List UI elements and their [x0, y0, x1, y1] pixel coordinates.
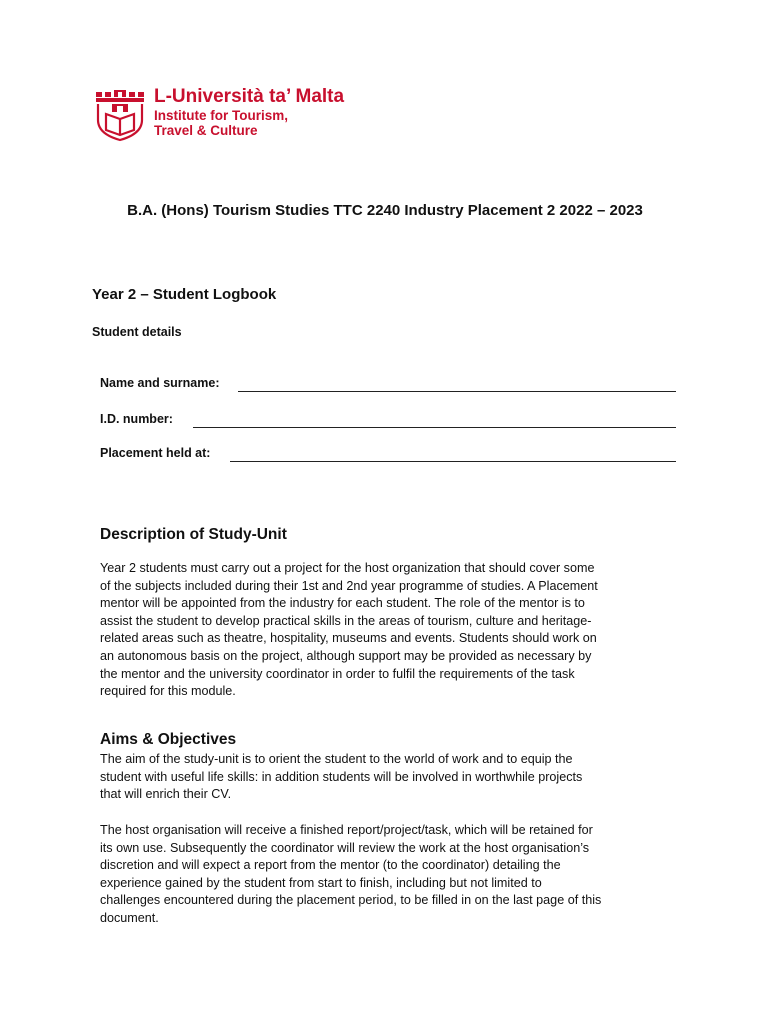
placement-field-label: Placement held at: [100, 446, 211, 460]
university-name: L-Università ta’ Malta [154, 86, 345, 107]
id-field-line[interactable] [193, 427, 676, 428]
document-title: B.A. (Hons) Tourism Studies TTC 2240 Industry Placement 2 2022 – 2023 [127, 202, 643, 219]
aims-paragraph-1 [100, 751, 680, 804]
aims-line: student with useful life skills: in addition students will be involved in worthwhile projects [100, 769, 583, 784]
placement-field-line[interactable] [230, 461, 676, 462]
description-line: related areas such as theatre, hospitality, museums and events. Students should work on [100, 631, 597, 646]
description-line: of the subjects included during their 1st and 2nd year programme of studies. A Placement [100, 578, 598, 593]
aims-line: its own use. Subsequently the coordinator will review the work at the host organisation’s [100, 840, 590, 855]
description-line: required for this module. [100, 684, 236, 699]
aims-line: document. [100, 910, 159, 925]
name-field-label: Name and surname: [100, 376, 220, 390]
description-paragraph [100, 560, 680, 701]
aims-line: challenges encountered during the placement period, to be filled in on the last page of this [100, 893, 602, 908]
description-line: the mentor and the university coordinator in order to fulfil the requirements of the task [100, 666, 575, 681]
name-field-line[interactable] [238, 391, 676, 392]
aims-line: The aim of the study-unit is to orient the student to the world of work and to equip the [100, 752, 573, 766]
aims-line: discretion and will expect a report from the mentor (to the coordinator) detailing the [100, 858, 561, 873]
id-field-label: I.D. number: [100, 412, 173, 426]
description-line: an autonomous basis on the project, although support may be provided as necessary by [100, 648, 592, 663]
student-details-label: Student details [92, 325, 182, 339]
description-line: Year 2 students must carry out a project for the host organization that should cover some [100, 561, 595, 575]
aims-line: The host organisation will receive a finished report/project/task, which will be retained for [100, 823, 593, 837]
university-logo [154, 86, 344, 138]
description-heading: Description of Study-Unit [100, 526, 287, 543]
description-line: mentor will be appointed from the industry for each student. The role of the mentor is to [100, 596, 585, 611]
aims-line: that will enrich their CV. [100, 787, 232, 802]
aims-line: experience gained by the student from start to finish, including but not limited to [100, 875, 542, 890]
logbook-title: Year 2 – Student Logbook [92, 286, 277, 303]
institute-name-line1: Institute for Tourism, [154, 108, 288, 123]
aims-paragraph-2 [100, 822, 680, 928]
description-line: assist the student to develop practical skills in the areas of tourism, culture and heritage- [100, 613, 592, 628]
institute-name-line2: Travel & Culture [154, 123, 258, 138]
aims-heading: Aims & Objectives [100, 731, 237, 748]
university-crest-icon [92, 86, 148, 142]
